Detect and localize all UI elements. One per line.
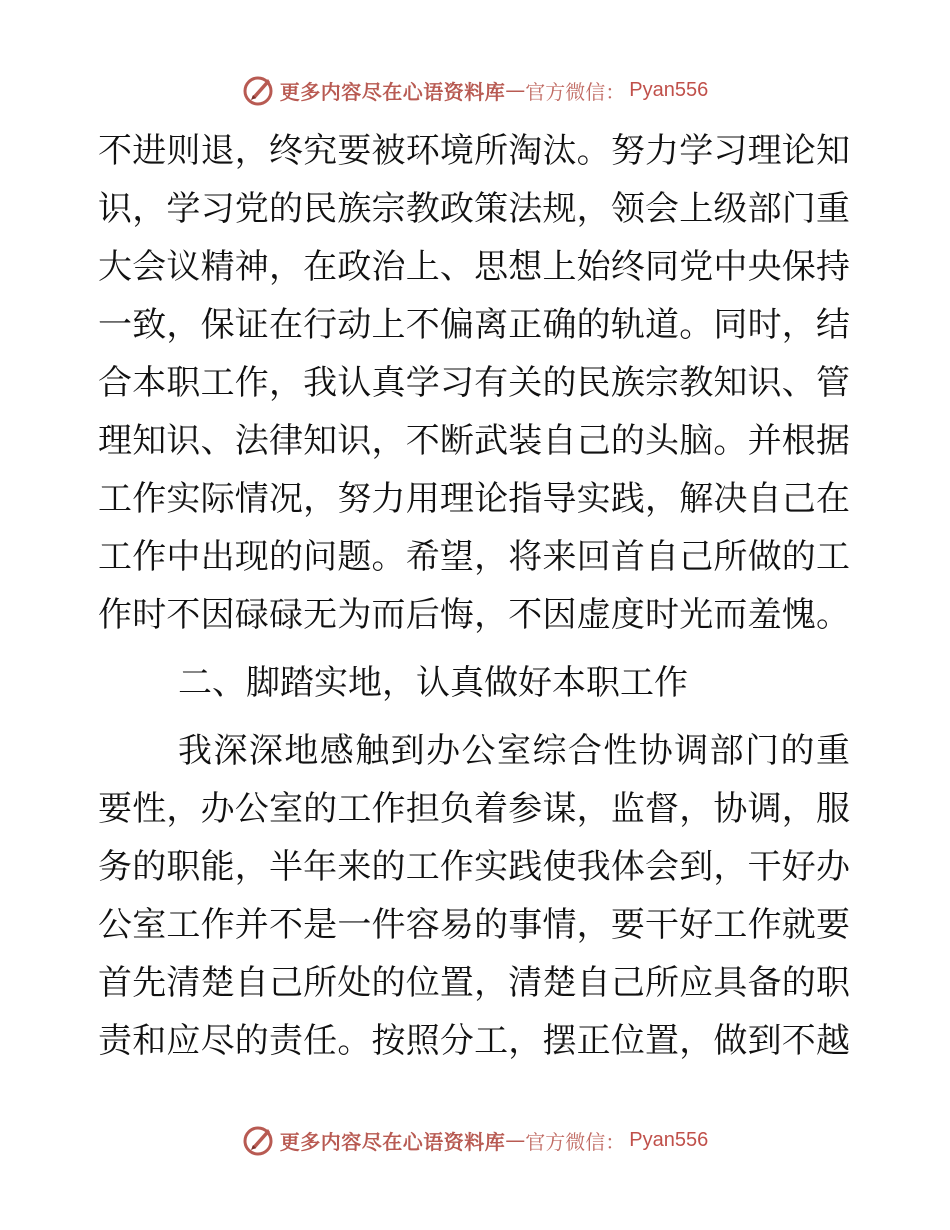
quill-circle-icon <box>242 73 276 107</box>
footer-banner <box>0 1120 950 1160</box>
official-wechat-label: 官方微信： <box>525 79 626 104</box>
wechat-id: Pyan556 <box>629 1128 709 1151</box>
text-line: 要性，办公室的工作担负着参谋，监督，协调，服 <box>98 789 850 829</box>
document-body <box>98 122 850 1070</box>
banner-separator: — <box>505 1128 526 1152</box>
banner-separator: — <box>505 78 526 102</box>
text-line: 大会议精神，在政治上、思想上始终同党中央保持 <box>98 247 850 287</box>
header-banner <box>0 70 950 110</box>
text-line: 工作中出现的问题。希望，将来回首自己所做的工 <box>98 537 850 577</box>
text-line: 识，学习党的民族宗教政策法规，领会上级部门重 <box>98 189 850 229</box>
wechat-id: Pyan556 <box>629 78 709 101</box>
quill-circle-icon <box>242 1123 276 1157</box>
text-line: 工作实际情况，努力用理论指导实践，解决自己在 <box>98 479 850 519</box>
brand-text: 更多内容尽在心语资料库 <box>279 1129 506 1154</box>
text-line: 合本职工作，我认真学习有关的民族宗教知识、管 <box>98 363 850 403</box>
text-line: 不进则退，终究要被环境所淘汰。努力学习理论知 <box>98 131 850 171</box>
brand-text: 更多内容尽在心语资料库 <box>279 79 506 104</box>
text-line: 我深深地感触到办公室综合性协调部门的重 <box>178 731 850 771</box>
text-line: 首先清楚自己所处的位置，清楚自己所应具备的职 <box>98 963 850 1003</box>
text-line: 公室工作并不是一件容易的事情，要干好工作就要 <box>98 905 850 945</box>
text-line: 一致，保证在行动上不偏离正确的轨道。同时，结 <box>98 305 850 345</box>
paragraph-2 <box>98 722 850 1070</box>
text-line: 务的职能，半年来的工作实践使我体会到，干好办 <box>98 847 850 887</box>
paragraph-1 <box>98 122 850 644</box>
text-line: 作时不因碌碌无为而后悔，不因虚度时光而羞愧。 <box>98 595 850 635</box>
text-line: 责和应尽的责任。按照分工，摆正位置，做到不越 <box>98 1021 850 1061</box>
section-heading: 二、脚踏实地，认真做好本职工作 <box>178 663 688 703</box>
text-line: 理知识、法律知识，不断武装自己的头脑。并根据 <box>98 421 850 461</box>
official-wechat-label: 官方微信： <box>525 1129 626 1154</box>
